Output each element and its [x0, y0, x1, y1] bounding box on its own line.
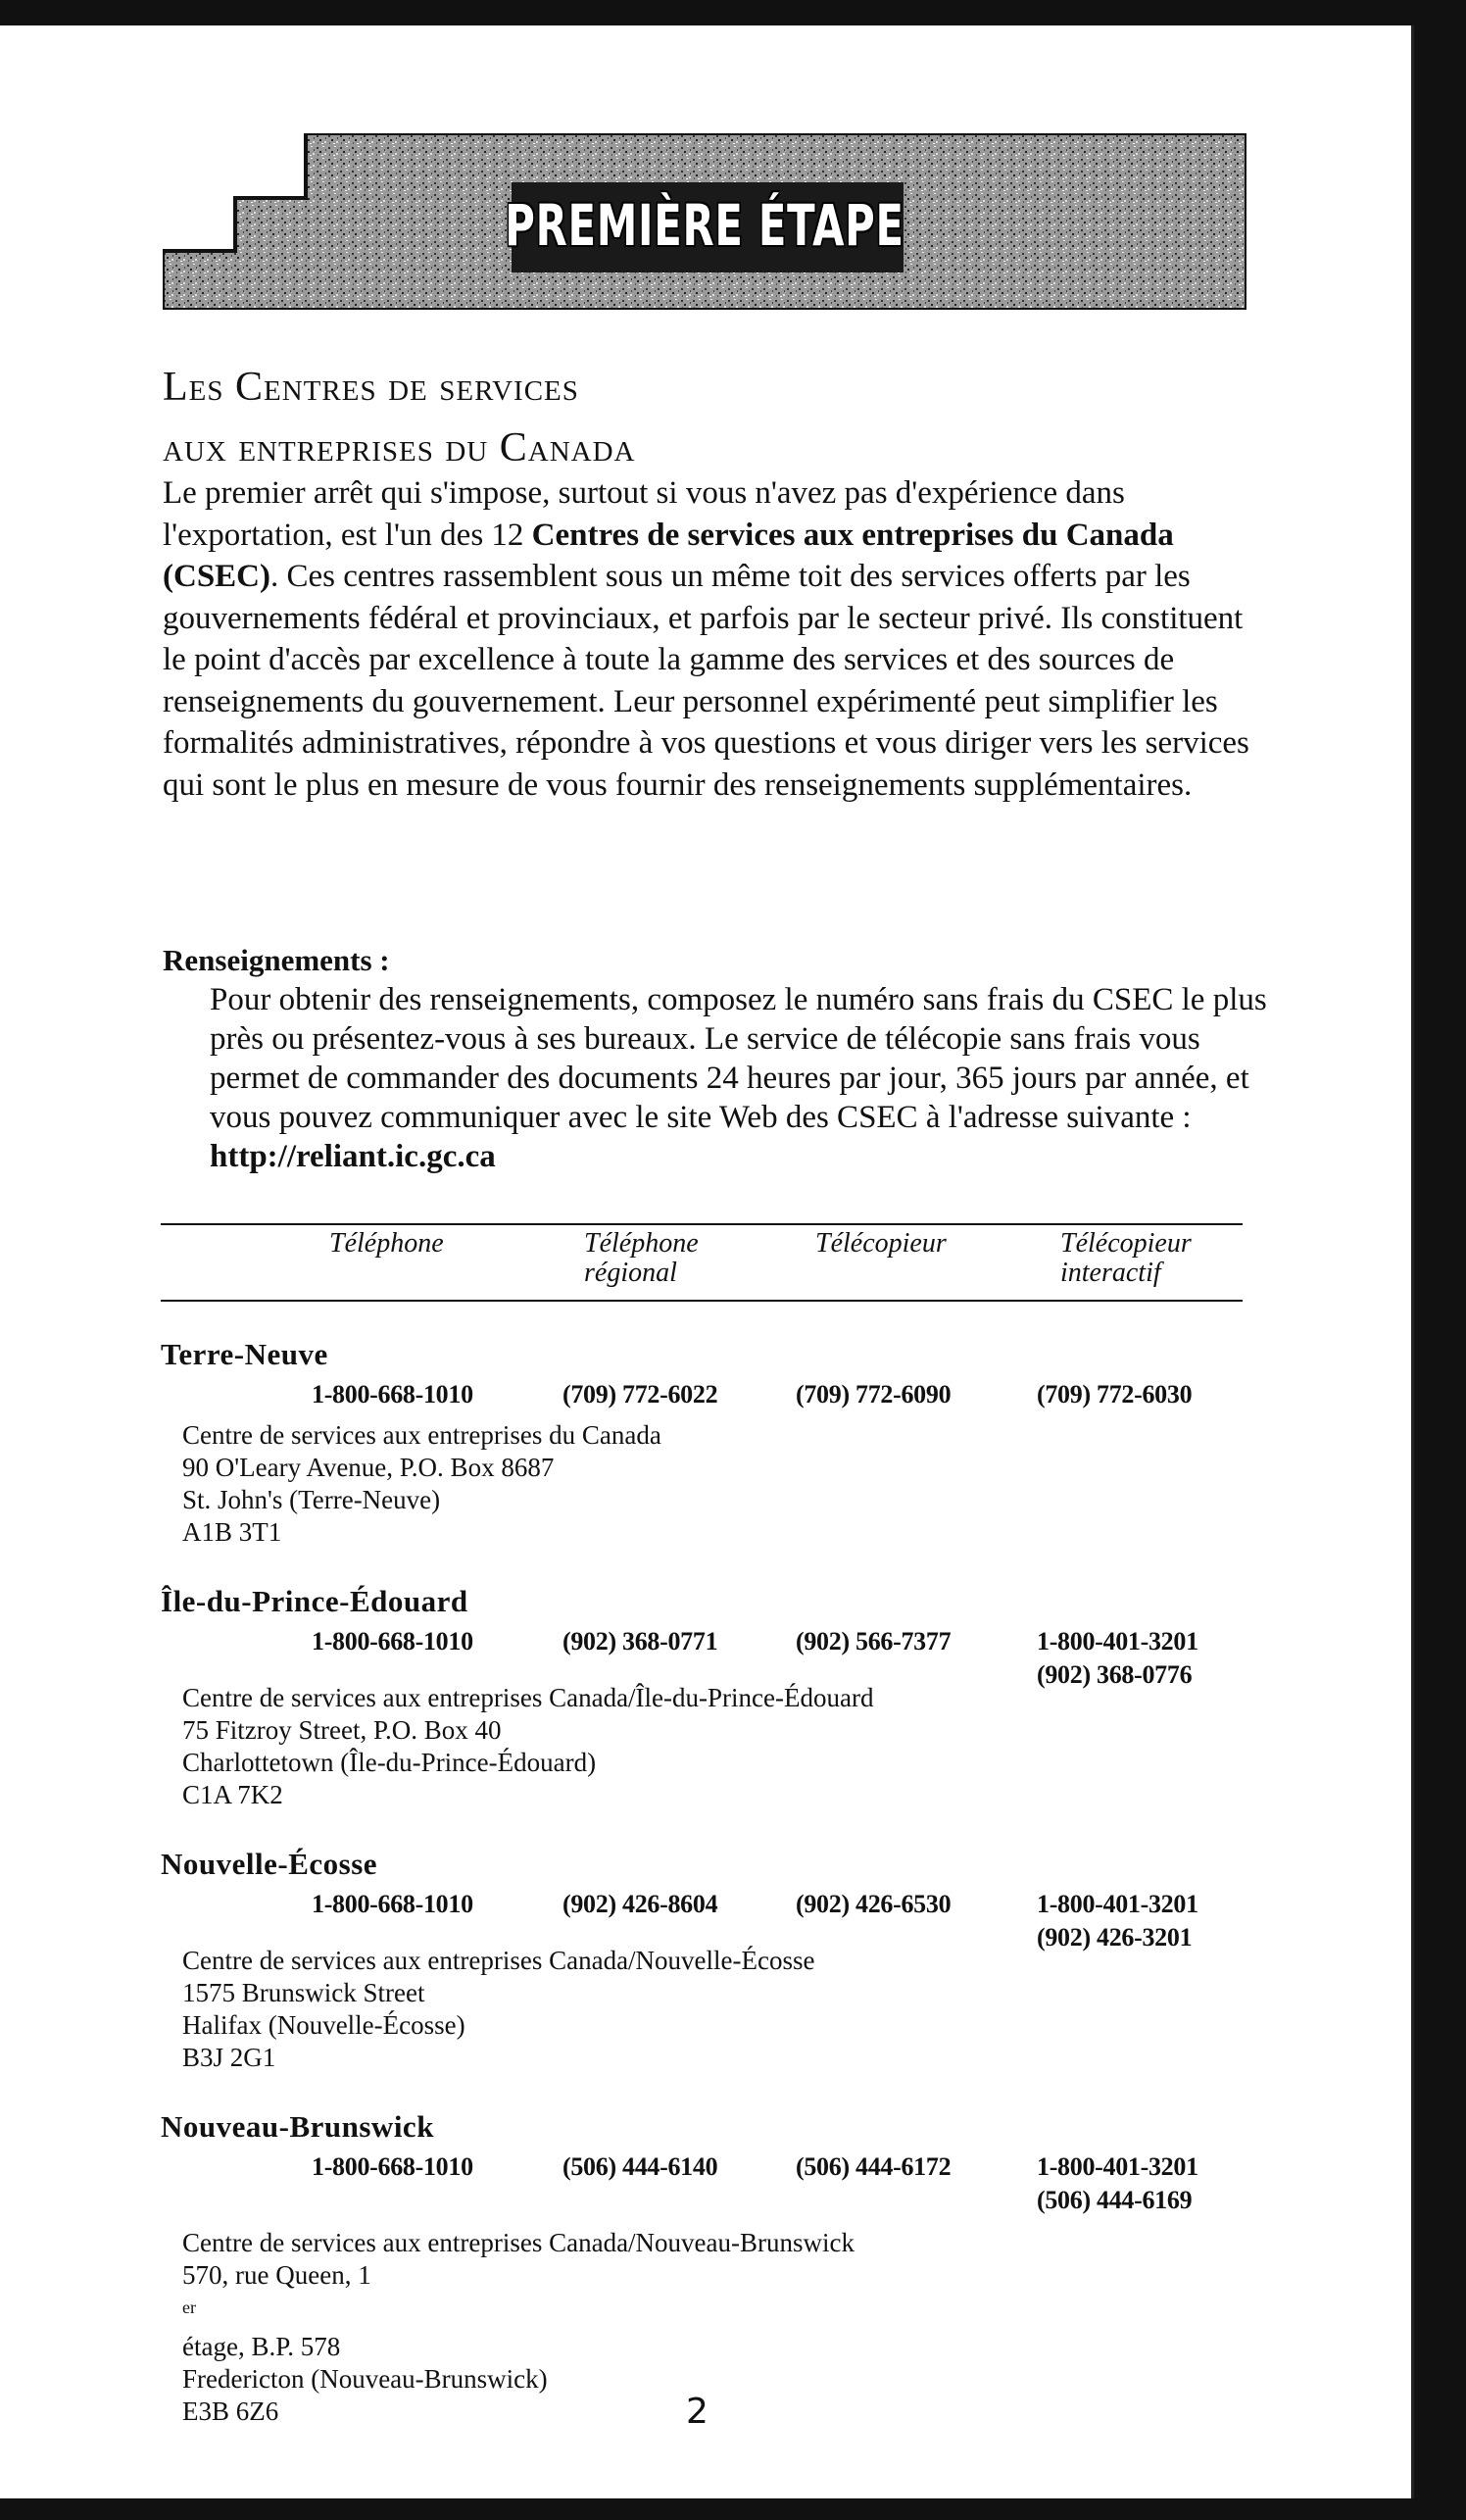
col-regional-line-1: Téléphone	[584, 1228, 699, 1259]
address-line: Centre de services aux entreprises Canada/Nouvelle-Écosse	[182, 1946, 815, 1975]
address-line: E3B 6Z6	[182, 2396, 279, 2426]
heading-line-2: aux entreprises du Canada	[163, 425, 636, 470]
phone-number: 1-800-668-1010	[312, 1627, 473, 1655]
col-phone: Téléphone	[329, 1228, 444, 1259]
info-label: Renseignements :	[163, 943, 390, 977]
regional-number: (506) 444-6140	[562, 2152, 718, 2181]
fax-number: (902) 566-7377	[796, 1627, 952, 1655]
address-line: Centre de services aux entreprises Canada/Nouveau-Brunswick	[182, 2228, 855, 2257]
address-block	[182, 1682, 873, 1811]
address-line: 90 O'Leary Avenue, P.O. Box 8687	[182, 1453, 555, 1482]
address-block	[182, 2227, 855, 2428]
address-block	[182, 1419, 661, 1549]
address-line: A1B 3T1	[182, 1517, 282, 1547]
regional-number: (902) 426-8604	[562, 1890, 718, 1918]
address-line: Fredericton (Nouveau-Brunswick)	[182, 2364, 548, 2394]
col-regional-line-2: régional	[584, 1258, 677, 1288]
scan-border-bottom	[0, 2498, 1466, 2520]
heading-line-1: Les Centres de services	[163, 365, 579, 410]
scan-border-line	[1411, 25, 1414, 2520]
region-name: Nouveau-Brunswick	[161, 2109, 434, 2144]
interactive-number: 1-800-401-3201	[1037, 2152, 1198, 2181]
intro-paragraph	[163, 472, 1260, 806]
address-line: Charlottetown (Île-du-Prince-Édouard)	[182, 1748, 597, 1777]
interactive-number: 1-800-401-3201	[1037, 1627, 1198, 1655]
interactive-number: 1-800-401-3201	[1037, 1890, 1198, 1918]
address-block	[182, 1945, 815, 2074]
regional-number: (709) 772-6022	[562, 1380, 718, 1408]
region-name: Nouvelle-Écosse	[161, 1847, 378, 1881]
address-line	[182, 2259, 855, 2363]
address-line: C1A 7K2	[182, 1780, 283, 1809]
interactive-number-alt: (506) 444-6169	[1037, 2186, 1193, 2214]
col-interactive-line-2: interactif	[1060, 1258, 1161, 1288]
region-name: Île-du-Prince-Édouard	[161, 1584, 468, 1618]
info-paragraph	[210, 980, 1268, 1176]
banner-title: PREMIÈRE ÉTAPE	[505, 192, 904, 259]
address-street: 570, rue Queen, 1	[182, 2260, 371, 2290]
col-interactive	[1060, 1229, 1192, 1288]
scan-border-right	[1411, 0, 1466, 2520]
address-line: St. John's (Terre-Neuve)	[182, 1485, 441, 1514]
fax-number: (902) 426-6530	[796, 1890, 952, 1918]
fax-number: (709) 772-6090	[796, 1380, 952, 1408]
region-name: Terre-Neuve	[161, 1337, 328, 1371]
scan-border-top	[0, 0, 1466, 25]
phone-number: 1-800-668-1010	[312, 1890, 473, 1918]
info-url-link[interactable]: http://reliant.ic.gc.ca	[210, 1139, 496, 1174]
intro-text-start: Le premier arrêt qui s'impose, surtout si vous n'avez pas d'expérience dans l'exportation, est l'un des 12	[163, 475, 1125, 553]
interactive-number-alt: (902) 368-0776	[1037, 1660, 1193, 1689]
interactive-number-alt: (902) 426-3201	[1037, 1923, 1193, 1952]
interactive-number: (709) 772-6030	[1037, 1380, 1193, 1408]
section-banner	[163, 133, 1246, 310]
address-line: 75 Fitzroy Street, P.O. Box 40	[182, 1715, 502, 1745]
address-line: 1575 Brunswick Street	[182, 1978, 425, 2007]
address-line: Centre de services aux entreprises du Canada	[182, 1420, 661, 1450]
table-rule-top	[161, 1223, 1243, 1225]
address-ordinal: er	[182, 2298, 196, 2317]
address-line: Centre de services aux entreprises Canada/Île-du-Prince-Édouard	[182, 1683, 874, 1712]
address-street-end: étage, B.P. 578	[182, 2332, 341, 2361]
info-text: Pour obtenir des renseignements, composez le numéro sans frais du CSEC le plus près ou présentez-vous à ses bureaux. Le service de télécopie sans frais vous permet de commander des documents 24 heures par jour, 365 jours par année, et vous pouvez communiquer avec le site Web des CSEC à l'adresse suivante :	[210, 982, 1267, 1135]
col-regional	[584, 1229, 699, 1288]
table-rule-bottom	[161, 1300, 1243, 1302]
address-line: Halifax (Nouvelle-Écosse)	[182, 2010, 465, 2040]
col-fax: Télécopieur	[815, 1228, 947, 1259]
page-number: 2	[686, 2392, 709, 2432]
address-line: B3J 2G1	[182, 2043, 276, 2072]
phone-number: 1-800-668-1010	[312, 1380, 473, 1408]
fax-number: (506) 444-6172	[796, 2152, 952, 2181]
intro-bold-text: Centres de services aux entreprises du Canada (CSEC)	[163, 517, 1174, 594]
intro-text-end: . Ces centres rassemblent sous un même toit des services offerts par les gouvernements fédéral et provinciaux, et parfois par le secteur privé. Ils constituent le point d'accès par excellence à toute la gamme des services et des sources de renseignements du gouvernement. Leur personnel expérimenté peut simplifier les formalités administratives, répondre à vos questions et vous diriger vers les services qui sont le plus en mesure de vous fournir des renseignements supplémentaires.	[163, 559, 1249, 803]
phone-number: 1-800-668-1010	[312, 2152, 473, 2181]
regional-number: (902) 368-0771	[562, 1627, 718, 1655]
col-interactive-line-1: Télécopieur	[1060, 1228, 1192, 1259]
section-heading	[163, 357, 635, 478]
